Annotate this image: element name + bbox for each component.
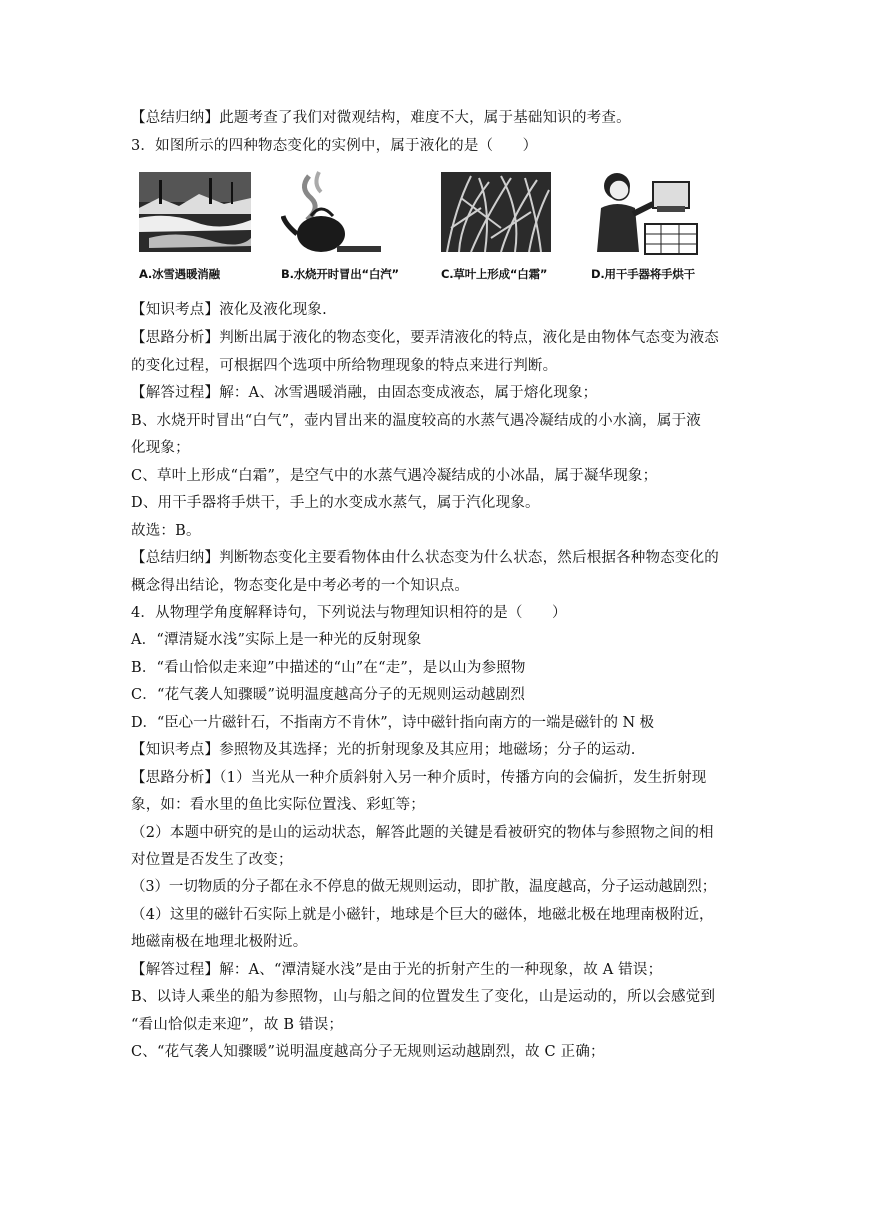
snow-melting-image	[139, 168, 251, 256]
solution-line-c: C、草叶上形成“白霜”，是空气中的水蒸气遇冷凝结成的小冰晶，属于凝华现象；	[131, 468, 658, 484]
figure-c-caption: C.草叶上形成“白霜”	[441, 267, 548, 281]
option-a: A．“潭清疑水浅”实际上是一种光的反射现象	[131, 632, 422, 648]
figure-c	[441, 168, 591, 286]
solution-4-line-b1: B、以诗人乘坐的船为参照物，山与船之间的位置发生了变化，山是运动的，所以会感觉到	[131, 989, 716, 1005]
analysis-4-line-6: （4）这里的磁针石实际上就是小磁针，地球是个巨大的磁体，地磁北极在地理南极附近，	[131, 907, 714, 923]
kettle-steam-image	[281, 168, 381, 256]
knowledge-point: 【知识考点】液化及液化现象.	[131, 302, 327, 318]
solution-4-line-a: 【解答过程】解：A、“潭清疑水浅”是由于光的折射产生的一种现象，故 A 错误；	[131, 962, 663, 978]
analysis-4-line-3: （2）本题中研究的是山的运动状态，解答此题的关键是看被研究的物体与参照物之间的相	[131, 825, 714, 841]
knowledge-point-4: 【知识考点】参照物及其选择；光的折射现象及其应用；地磁场；分子的运动.	[131, 742, 636, 758]
frost-grass-image	[441, 168, 551, 256]
question-4-stem: 4．从物理学角度解释诗句，下列说法与物理知识相符的是（ ）	[131, 605, 567, 621]
solution-4-line-b2: “看山恰似走来迎”，故 B 错误；	[131, 1017, 344, 1033]
analysis-4-line-4: 对位置是否发生了改变；	[131, 852, 293, 868]
figure-a	[139, 168, 289, 286]
figure-d-caption: D.用干手器将手烘干	[591, 267, 695, 281]
summary-2-line-1: 【总结归纳】判断物态变化主要看物体由什么状态变为什么状态，然后根据各种物态变化的	[131, 550, 719, 566]
analysis-line-1: 【思路分析】判断出属于液化的物态变化，要弄清液化的特点，液化是由物体气态变为液态	[131, 330, 719, 346]
question-3-figures	[131, 168, 731, 286]
answer-line: 故选：B。	[131, 523, 201, 539]
analysis-4-line-7: 地磁南极在地理北极附近。	[131, 934, 308, 950]
option-d: D．“臣心一片磁针石，不指南方不肯休”，诗中磁针指向南方的一端是磁针的 N 极	[131, 715, 654, 731]
summary-line: 【总结归纳】此题考查了我们对微观结构，难度不大，属于基础知识的考查。	[131, 110, 631, 126]
solution-4-line-c: C、“花气袭人知骤暖”说明温度越高分子无规则运动越剧烈，故 C 正确；	[131, 1044, 605, 1060]
solution-line-b1: B、水烧开时冒出“白气”，壶内冒出来的温度较高的水蒸气遇冷凝结成的小水滴，属于液	[131, 413, 701, 429]
option-b: B．“看山恰似走来迎”中描述的“山”在“走”，是以山为参照物	[131, 660, 526, 676]
analysis-4-line-1: 【思路分析】（1）当光从一种介质斜射入另一种介质时，传播方向的会偏折，发生折射现	[131, 770, 707, 786]
figure-d	[591, 168, 741, 286]
figure-b	[281, 168, 431, 286]
solution-line-b2: 化现象；	[131, 440, 190, 456]
summary-2-line-2: 概念得出结论，物态变化是中考必考的一个知识点。	[131, 578, 470, 594]
question-3-stem: 3．如图所示的四种物态变化的实例中，属于液化的是（ ）	[131, 138, 538, 154]
analysis-4-line-2: 象，如：看水里的鱼比实际位置浅、彩虹等；	[131, 797, 425, 813]
solution-line-d: D、用干手器将手烘干，手上的水变成水蒸气，属于汽化现象。	[131, 495, 540, 511]
solution-line-a: 【解答过程】解：A、冰雪遇暖消融，由固态变成液态，属于熔化现象；	[131, 385, 598, 401]
figure-a-caption: A.冰雪遇暖消融	[139, 267, 220, 281]
hand-dryer-image	[591, 168, 703, 256]
option-c: C．“花气袭人知骤暖”说明温度越高分子的无规则运动越剧烈	[131, 687, 526, 703]
figure-b-caption: B.水烧开时冒出“白汽”	[281, 267, 399, 281]
analysis-4-line-5: （3）一切物质的分子都在永不停息的做无规则运动，即扩散，温度越高，分子运动越剧烈；	[131, 879, 717, 895]
analysis-line-2: 的变化过程，可根据四个选项中所给物理现象的特点来进行判断。	[131, 358, 558, 374]
